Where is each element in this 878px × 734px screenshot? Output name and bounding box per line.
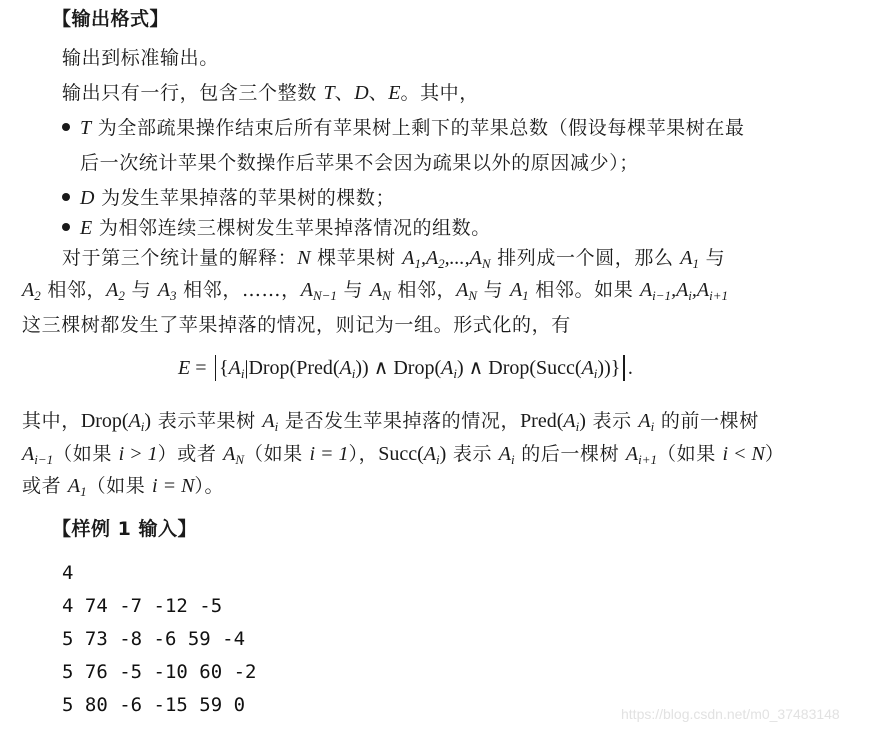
text: 、: [368, 82, 389, 104]
text: （如果: [53, 443, 119, 465]
section-heading-sample-input: 【样例 1 输入】: [52, 518, 197, 540]
text: （如果: [86, 475, 153, 497]
math-tree-list: $A_1,A_2,...,A_N$: [402, 247, 491, 271]
var-D: D: [80, 187, 95, 209]
math-succ: $Succ(A_i)$: [378, 443, 447, 467]
bullet-item-E: [62, 213, 491, 240]
cond-i-eq-N: i = N: [152, 475, 195, 497]
var-N: N: [297, 247, 311, 269]
paragraph-output-one-line: [62, 78, 479, 105]
bullet-item-D: [62, 183, 395, 210]
text: 表示苹果树: [151, 410, 263, 432]
math-A2: $A_2$: [22, 279, 41, 303]
text: 相邻，: [390, 279, 457, 301]
abs-bar-right: [623, 355, 625, 381]
math-Ai+1: $A_{i+1}$: [625, 443, 657, 467]
explanation-line-3: 这三棵树都发生了苹果掉落的情况，则记为一组。形式化的，有: [22, 314, 571, 336]
math-AN-1: $A_{N-1}$: [300, 279, 337, 303]
formula-E: $E = \{A_i|Drop(Pred(A_i))$ ∧ $Drop(A_i)$ ∧ $Drop(Succ(A_i))$} .: [178, 357, 633, 381]
text: ）。: [194, 475, 225, 497]
sample-input-line: 5 73 -8 -6 59 -4: [62, 628, 246, 650]
text: 、: [334, 82, 355, 104]
bullet-item-T-continuation: 后一次统计苹果个数操作后苹果不会因为疏果以外的原因减少）；: [80, 152, 639, 174]
math-Ai: $A_i$: [638, 410, 655, 434]
text: 对于第三个统计量的解释：: [62, 247, 298, 269]
bullet-icon: [62, 123, 70, 131]
sample-input-line: 4 74 -7 -12 -5: [62, 595, 223, 617]
definitions-line-2: [22, 439, 784, 466]
math-Ai: $A_i$: [262, 410, 279, 434]
text: ），: [348, 443, 379, 465]
math-A3: $A_3$: [157, 279, 177, 303]
paragraph-output-to-stdout: 输出到标准输出。: [62, 47, 219, 69]
explanation-line-1: [62, 243, 725, 270]
math-drop: $Drop(A_i)$: [80, 410, 152, 434]
text: 相邻，: [40, 279, 107, 301]
math-A2: $A_2$: [106, 279, 125, 303]
math-A1: $A_1$: [509, 279, 529, 303]
text: 与: [124, 279, 158, 301]
math-A1: $A_1$: [680, 247, 699, 271]
sample-input-line: 5 80 -6 -15 59 0: [62, 694, 246, 716]
text: 排列成一个圆，那么: [490, 247, 681, 269]
math-AN: $A_N$: [369, 279, 391, 303]
definitions-line-1: [22, 406, 759, 433]
bullet-text: 为相邻连续三棵树发生苹果掉落情况的组数。: [92, 217, 491, 239]
sample-input-line: 5 76 -5 -10 60 -2: [62, 661, 257, 683]
text: 。其中，: [400, 82, 479, 104]
explanation-line-2: [22, 275, 728, 302]
text: 棵苹果树: [310, 247, 403, 269]
var-E: E: [80, 217, 93, 239]
text: 的后一棵树: [514, 443, 626, 465]
text: 的前一棵树: [654, 410, 759, 432]
text: 与: [698, 247, 726, 269]
text: 相邻。如果: [528, 279, 640, 301]
var-T: T: [80, 117, 92, 139]
math-Ai: $A_i$: [498, 443, 515, 467]
text: ）或者: [157, 443, 224, 465]
text: 与: [336, 279, 370, 301]
text: （如果: [657, 443, 723, 465]
text: （如果: [243, 443, 310, 465]
text: 表示: [446, 443, 499, 465]
math-triple: $A_{i-1},A_i,A_{i+1}$: [639, 279, 729, 303]
bullet-text: 为发生苹果掉落的苹果树的棵数；: [94, 187, 396, 209]
cond-i-gt-1: i > 1: [118, 443, 158, 465]
formula-lhs: E: [178, 357, 191, 379]
math-AN: $A_N$: [456, 279, 478, 303]
sample-input-line: 4: [62, 562, 74, 584]
text: 其中，: [22, 410, 81, 432]
math-AN: $A_N$: [223, 443, 244, 467]
bullet-item-T: [62, 113, 745, 140]
text: 输出只有一行，包含三个整数: [62, 82, 324, 104]
watermark: https://blog.csdn.net/m0_37483148: [621, 706, 840, 722]
bullet-icon: [62, 193, 70, 201]
var-D: D: [354, 82, 369, 104]
var-T: T: [323, 82, 335, 104]
bullet-text: 为全部疏果操作结束后所有苹果树上剩下的苹果总数（假设每棵苹果树在最: [91, 117, 745, 139]
var-E: E: [388, 82, 401, 104]
text: 相邻，……，: [176, 279, 301, 301]
cond-i-eq-1: i = 1: [309, 443, 349, 465]
section-heading-output-format: 【输出格式】: [52, 8, 170, 30]
bullet-icon: [62, 223, 70, 231]
abs-bar-left: [215, 355, 217, 381]
math-A1: $A_1$: [67, 475, 87, 499]
math-Ai-1: $A_{i-1}$: [22, 443, 54, 467]
text: 是否发生苹果掉落的情况，: [278, 410, 521, 432]
definitions-line-3: [22, 471, 224, 498]
math-pred: $Pred(A_i)$: [520, 410, 586, 434]
text: 或者: [22, 475, 68, 497]
formula-eq: =: [190, 357, 212, 379]
text: 与: [477, 279, 510, 301]
text: ）: [764, 443, 785, 465]
text: 表示: [585, 410, 639, 432]
cond-i-lt-N: i < N: [722, 443, 765, 465]
